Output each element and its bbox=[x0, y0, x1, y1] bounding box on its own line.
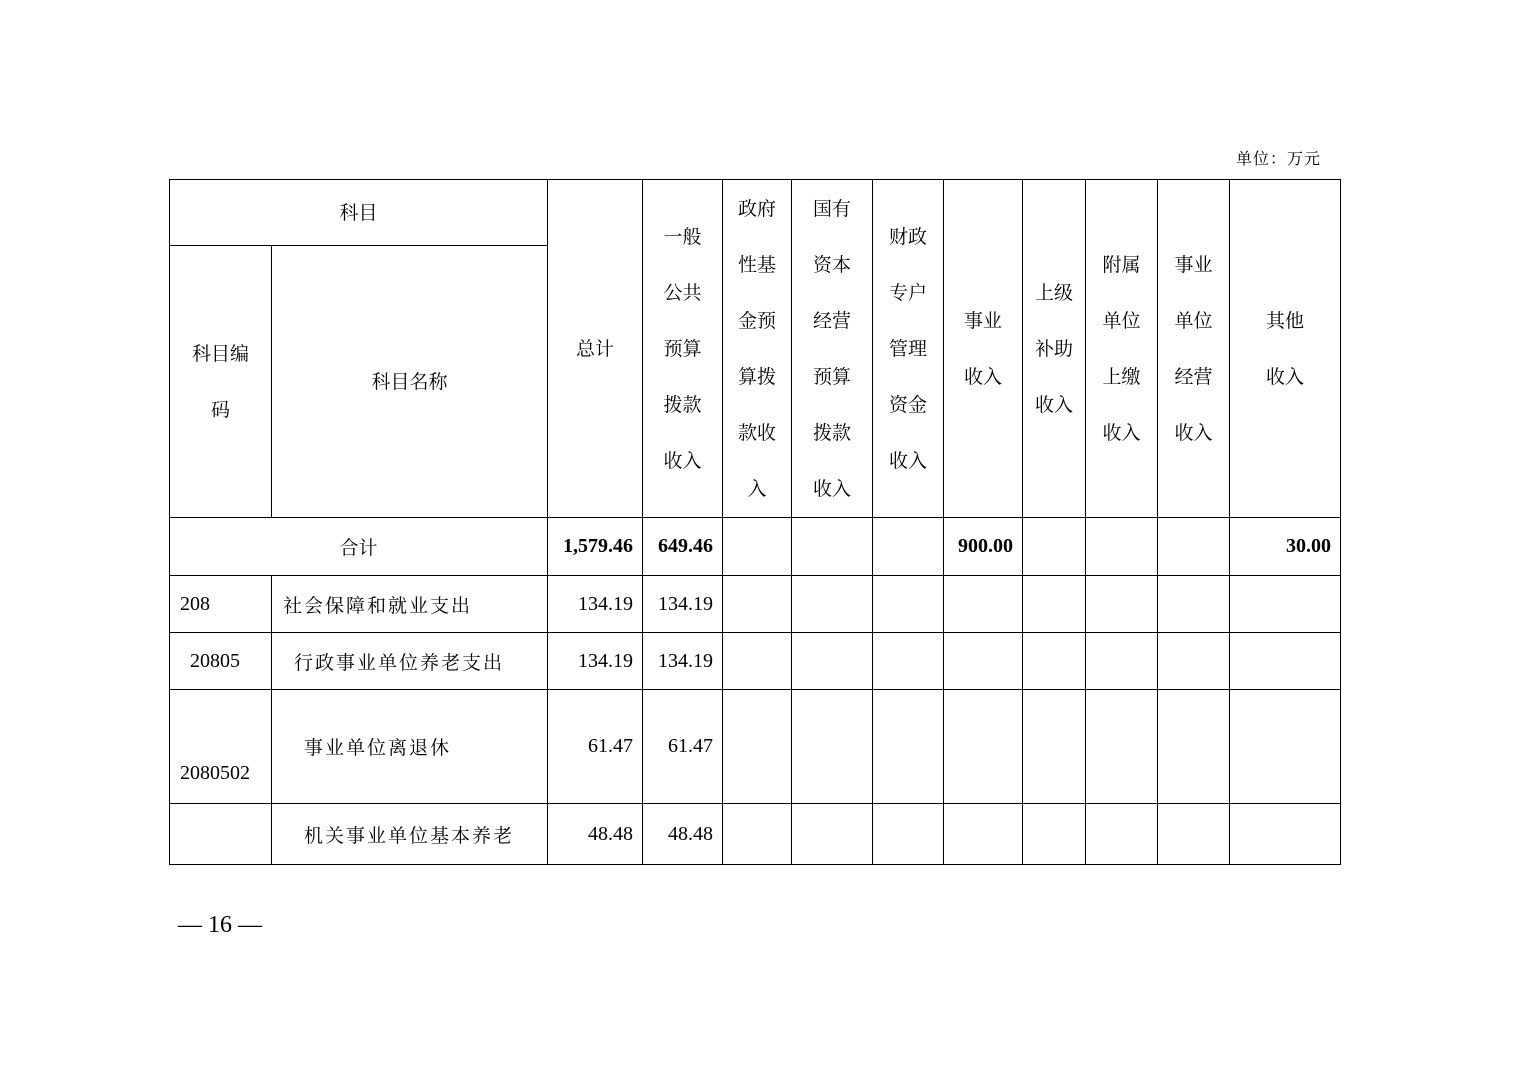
table-row bbox=[170, 690, 1341, 804]
row-total: 134.19 bbox=[548, 576, 643, 633]
header-superior-subsidy: 上级 补助 收入 bbox=[1023, 180, 1086, 518]
row-general-public: 134.19 bbox=[643, 633, 723, 690]
total-label: 合计 bbox=[170, 518, 548, 576]
row-code: 2080502 bbox=[170, 690, 272, 804]
row-general-public: 48.48 bbox=[643, 804, 723, 865]
header-business-operation: 事业 单位 经营 收入 bbox=[1158, 180, 1230, 518]
row-code bbox=[170, 804, 272, 865]
header-business-income: 事业 收入 bbox=[944, 180, 1023, 518]
header-state-capital: 国有 资本 经营 预算 拨款 收入 bbox=[792, 180, 873, 518]
table-row bbox=[170, 576, 1341, 633]
header-subject: 科目 bbox=[170, 180, 548, 246]
page-number: — 16 — bbox=[178, 912, 262, 938]
header-total: 总计 bbox=[548, 180, 643, 518]
header-subject-name: 科目名称 bbox=[272, 246, 548, 518]
row-name: 社会保障和就业支出 bbox=[272, 576, 548, 633]
header-affiliated-unit: 附属 单位 上缴 收入 bbox=[1086, 180, 1158, 518]
row-code: 208 bbox=[170, 576, 272, 633]
table-row bbox=[170, 804, 1341, 865]
total-row bbox=[170, 518, 1341, 576]
header-gov-fund: 政府 性基 金预 算拨 款收 入 bbox=[723, 180, 792, 518]
row-total: 134.19 bbox=[548, 633, 643, 690]
header-fiscal-special: 财政 专户 管理 资金 收入 bbox=[873, 180, 944, 518]
row-total: 61.47 bbox=[548, 690, 643, 804]
row-general-public: 134.19 bbox=[643, 576, 723, 633]
row-code: 20805 bbox=[170, 633, 272, 690]
table-row bbox=[170, 633, 1341, 690]
row-name: 行政事业单位养老支出 bbox=[272, 633, 548, 690]
total-business-income: 900.00 bbox=[944, 518, 1023, 576]
row-general-public: 61.47 bbox=[643, 690, 723, 804]
header-general-public: 一般 公共 预算 拨款 收入 bbox=[643, 180, 723, 518]
total-general-public: 649.46 bbox=[643, 518, 723, 576]
total-other-income: 30.00 bbox=[1230, 518, 1341, 576]
unit-label: 单位：万元 bbox=[1236, 149, 1322, 168]
budget-table bbox=[169, 179, 1341, 865]
header-subject-code: 科目编 码 bbox=[170, 246, 272, 518]
row-total: 48.48 bbox=[548, 804, 643, 865]
total-total: 1,579.46 bbox=[548, 518, 643, 576]
row-name: 事业单位离退休 bbox=[272, 690, 548, 804]
header-other-income: 其他 收入 bbox=[1230, 180, 1341, 518]
row-name: 机关事业单位基本养老 bbox=[272, 804, 548, 865]
